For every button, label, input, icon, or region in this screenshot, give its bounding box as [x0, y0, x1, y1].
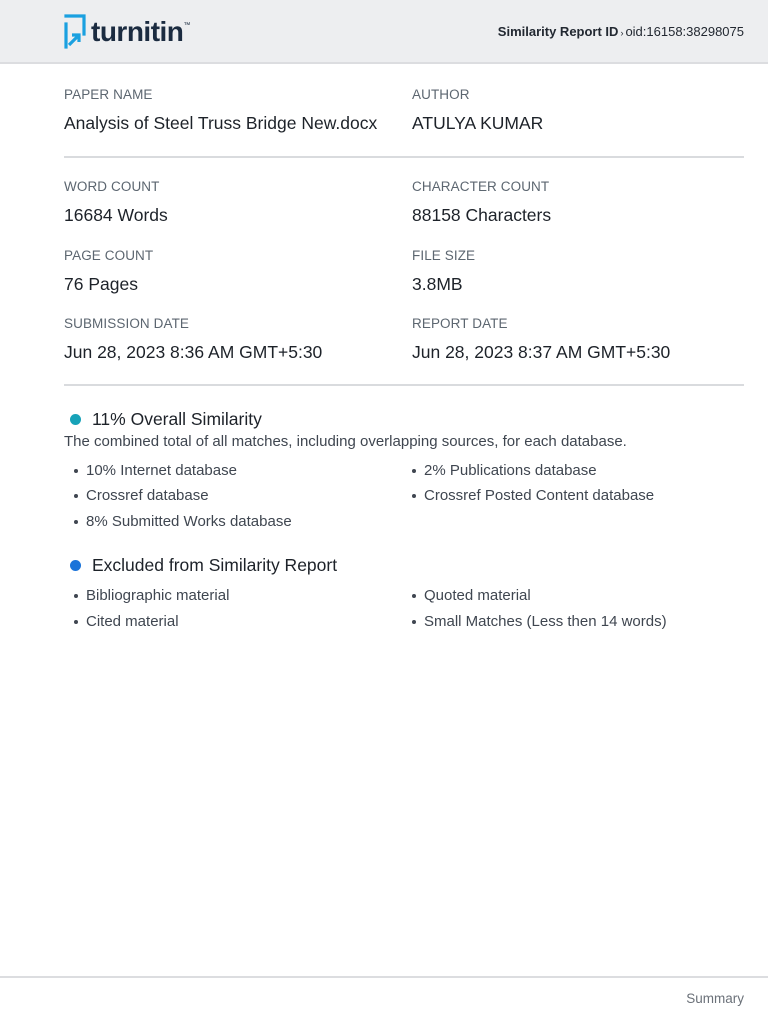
divider	[64, 156, 744, 158]
page-count-label: PAGE COUNT	[64, 248, 154, 263]
turnitin-logo	[64, 14, 190, 50]
similarity-report-id	[498, 24, 744, 39]
character-count-field	[412, 179, 551, 226]
paper-name-label: PAPER NAME	[64, 87, 153, 102]
list-item-text: 8% Submitted Works database	[86, 513, 292, 530]
submission-date-label: SUBMISSION DATE	[64, 316, 190, 331]
turnitin-logo-icon	[64, 14, 88, 50]
similarity-dot-icon	[70, 414, 81, 425]
word-count-value: 16684 Words	[64, 205, 168, 225]
overall-similarity-title: 11% Overall Similarity	[92, 409, 262, 429]
list-item-text: Small Matches (Less then 14 words)	[424, 613, 667, 630]
submission-date-value: Jun 28, 2023 8:36 AM GMT+5:30	[64, 342, 323, 362]
list-item	[410, 462, 597, 479]
page-count-field	[64, 248, 153, 295]
character-count-label: CHARACTER COUNT	[412, 179, 550, 194]
list-item-text: Bibliographic material	[86, 587, 230, 604]
word-count-label: WORD COUNT	[64, 179, 160, 194]
similarity-description: The combined total of all matches, including overlapping sources, for each database.	[64, 433, 627, 450]
excluded-heading	[70, 555, 337, 576]
report-id-value: oid:16158:38298075	[625, 24, 744, 39]
list-item	[410, 587, 531, 604]
list-item-text: Crossref database	[86, 487, 209, 504]
author-label: AUTHOR	[412, 87, 470, 102]
bullet-icon	[412, 620, 416, 624]
file-size-field	[412, 248, 475, 295]
list-item	[72, 462, 237, 479]
paper-name-value: Analysis of Steel Truss Bridge New.docx	[64, 113, 378, 133]
bullet-icon	[412, 594, 416, 598]
list-item-text: 10% Internet database	[86, 462, 237, 479]
report-date-label: REPORT DATE	[412, 316, 508, 331]
report-header	[0, 0, 768, 64]
report-date-field	[412, 316, 670, 363]
bullet-icon	[74, 520, 78, 524]
submission-date-field	[64, 316, 322, 363]
bullet-icon	[74, 620, 78, 624]
excluded-dot-icon	[70, 560, 81, 571]
list-item	[410, 487, 654, 504]
word-count-field	[64, 179, 168, 226]
paper-name-field	[64, 87, 377, 134]
bullet-icon	[412, 494, 416, 498]
footer-summary-label: Summary	[686, 991, 744, 1006]
list-item	[72, 587, 229, 604]
list-item	[410, 613, 667, 630]
bullet-icon	[412, 469, 416, 473]
brand-name: turnitin	[91, 16, 184, 47]
list-item-text: 2% Publications database	[424, 462, 597, 479]
list-item-text: Cited material	[86, 613, 179, 630]
character-count-value: 88158 Characters	[412, 205, 552, 225]
overall-similarity-heading	[70, 409, 262, 430]
bullet-icon	[74, 469, 78, 473]
file-size-value: 3.8MB	[412, 274, 463, 294]
author-field	[412, 87, 543, 134]
report-id-separator: ›	[620, 28, 624, 38]
list-item-text: Crossref Posted Content database	[424, 487, 655, 504]
list-item	[72, 513, 292, 530]
list-item	[72, 487, 209, 504]
list-item	[72, 613, 179, 630]
list-item-text: Quoted material	[424, 587, 531, 604]
report-id-label: Similarity Report ID	[497, 24, 619, 39]
bullet-icon	[74, 594, 78, 598]
trademark-mark: ™	[183, 22, 191, 29]
file-size-label: FILE SIZE	[412, 248, 476, 263]
report-date-value: Jun 28, 2023 8:37 AM GMT+5:30	[412, 342, 671, 362]
bullet-icon	[74, 494, 78, 498]
author-value: ATULYA KUMAR	[412, 113, 544, 133]
footer-divider	[0, 976, 768, 978]
excluded-title: Excluded from Similarity Report	[92, 555, 338, 575]
page-count-value: 76 Pages	[64, 274, 138, 294]
divider	[64, 384, 744, 386]
